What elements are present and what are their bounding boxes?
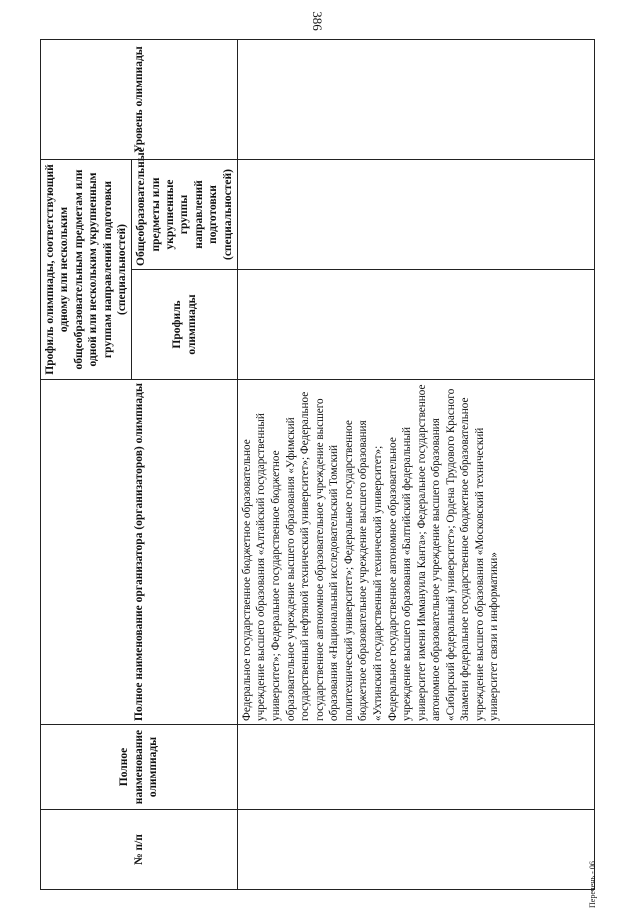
page-number: 386: [310, 11, 325, 31]
header-level: Уровень олимпиады: [41, 40, 238, 160]
header-profile-group: Профиль олимпиады, соответствующий одному или нескольким общеобразовательным предметам или одной или нескольким укрупненным группам направлений подготовки (специальностей): [41, 160, 132, 380]
header-subjects: Общеобразовательные предметы или укрупненные группы направлений подготовки (специальностей): [132, 160, 238, 270]
header-full-name: Полное наименование олимпиады: [41, 725, 238, 810]
rotated-table-sheet: [40, 40, 595, 890]
cell-profile: [237, 270, 594, 380]
cell-level: [237, 40, 594, 160]
header-profile: Профиль олимпиады: [132, 270, 238, 380]
cell-num: [237, 810, 594, 890]
olympiad-table: [40, 39, 595, 890]
header-organizer: Полное наименование организатора (организаторов) олимпиады: [41, 380, 238, 725]
header-row-1: [41, 40, 132, 890]
footer-note: Перечень - 06: [588, 861, 597, 908]
cell-organizer: Федеральное государственное бюджетное образовательное учреждение высшего образования «Алтайский государственный университет»; Федеральное государственное бюджетное образовательное учреждение высшего образования «Уфимский государственный нефтяной технический университет»; Федеральное государственное автономное образовательное учреждение высшего образования «Национальный исследовательский Томский политехнический университет»; Федеральное государственное бюджетное образовательное учреждение высшего образования «Ухтинский государственный технический университет»; Федеральное государственное автономное образовательное учреждение высшего образования «Балтийский федеральный университет имени Иммануила Канта»; Федеральное государственное автономное образовательное учреждение высшего образования «Сибирский федеральный университет»; Ордена Трудового Красного Знамени федеральное государственное бюджетное образовательное учреждение высшего образования «Московский технический университет связи и информатики»: [237, 380, 594, 725]
header-num: № п/п: [41, 810, 238, 890]
table-row: [237, 40, 594, 890]
cell-full-name: [237, 725, 594, 810]
cell-subjects: [237, 160, 594, 270]
